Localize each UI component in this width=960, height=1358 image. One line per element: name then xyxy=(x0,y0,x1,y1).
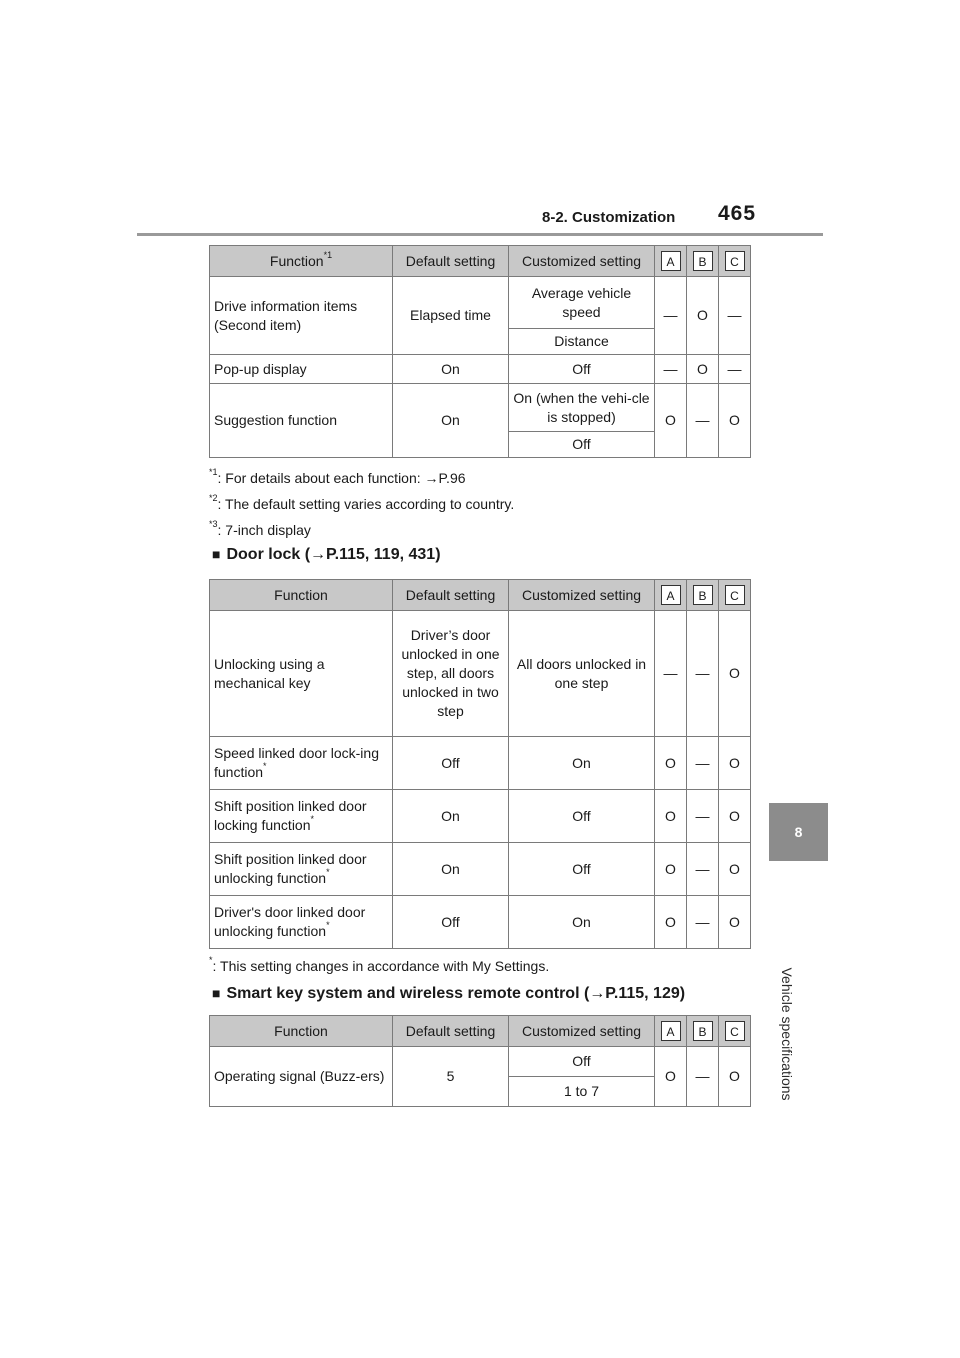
header-default: Default setting xyxy=(393,246,509,277)
header-customized: Customized setting xyxy=(509,1016,655,1047)
letter-a-icon: A xyxy=(661,585,681,605)
table-row: Suggestion function On On (when the vehi-cle is stopped) O — O xyxy=(210,384,751,432)
settings-table-door-lock xyxy=(209,579,751,949)
section-heading-smart-key: ■ Smart key system and wireless remote control (→P.115, 129) xyxy=(212,985,686,1002)
table-header-row xyxy=(210,580,751,611)
footnote-2: $^{*2}$: The default setting varies according to country. xyxy=(209,493,515,512)
table-row: Operating signal (Buzz-ers) 5 Off O — O xyxy=(210,1047,751,1077)
table-row: Driver's door linked door unlocking function* Off On O — O xyxy=(210,896,751,949)
letter-a-icon: A xyxy=(661,251,681,271)
header-function: Function xyxy=(210,580,393,611)
table-row: 1 to 7 xyxy=(210,1077,751,1107)
page-number: 465 xyxy=(718,202,757,225)
settings-table-smart-key xyxy=(209,1015,751,1107)
table-row: Distance xyxy=(210,329,751,355)
footnote-3: $^{*3}$: 7-inch display xyxy=(209,519,311,538)
header-function: Function xyxy=(210,1016,393,1047)
letter-b-icon: B xyxy=(693,1021,713,1041)
header-function: Function$^{*1}$ xyxy=(210,246,393,277)
table-row: Unlocking using a mechanical key Driver’s door unlocked in one step, all doors unlocked in two step All doors unlocked in one step — — O xyxy=(210,611,751,737)
table-header-row xyxy=(210,246,751,277)
table-row: Shift position linked door unlocking function* On Off O — O xyxy=(210,843,751,896)
letter-c-icon: C xyxy=(725,585,745,605)
letter-a-icon: A xyxy=(661,1021,681,1041)
letter-b-icon: B xyxy=(693,251,713,271)
table-row: Pop-up display On Off — O — xyxy=(210,355,751,384)
header-divider xyxy=(137,233,823,236)
letter-c-icon: C xyxy=(725,251,745,271)
letter-c-icon: C xyxy=(725,1021,745,1041)
letter-b-icon: B xyxy=(693,585,713,605)
section-heading-door-lock: ■ Door lock (→P.115, 119, 431) xyxy=(212,546,441,563)
header-default: Default setting xyxy=(393,580,509,611)
header-customized: Customized setting xyxy=(509,580,655,611)
section-title: 8-2. Customization xyxy=(542,209,676,226)
table-row: Speed linked door lock-ing function* Off On O — O xyxy=(210,737,751,790)
header-default: Default setting xyxy=(393,1016,509,1047)
settings-table-display xyxy=(209,245,751,458)
footnote-my-settings: *: This setting changes in accordance with My Settings. xyxy=(209,955,550,974)
header-customized: Customized setting xyxy=(509,246,655,277)
table-row: Shift position linked door locking function* On Off O — O xyxy=(210,790,751,843)
footnote-1: $^{*1}$: For details about each function: →P.96 xyxy=(209,467,466,486)
table-header-row xyxy=(210,1016,751,1047)
table-row: Drive information items (Second item) Elapsed time Average vehicle speed — O — xyxy=(210,277,751,329)
table-row: Off xyxy=(210,432,751,458)
chapter-tab[interactable]: 8 xyxy=(769,803,828,861)
